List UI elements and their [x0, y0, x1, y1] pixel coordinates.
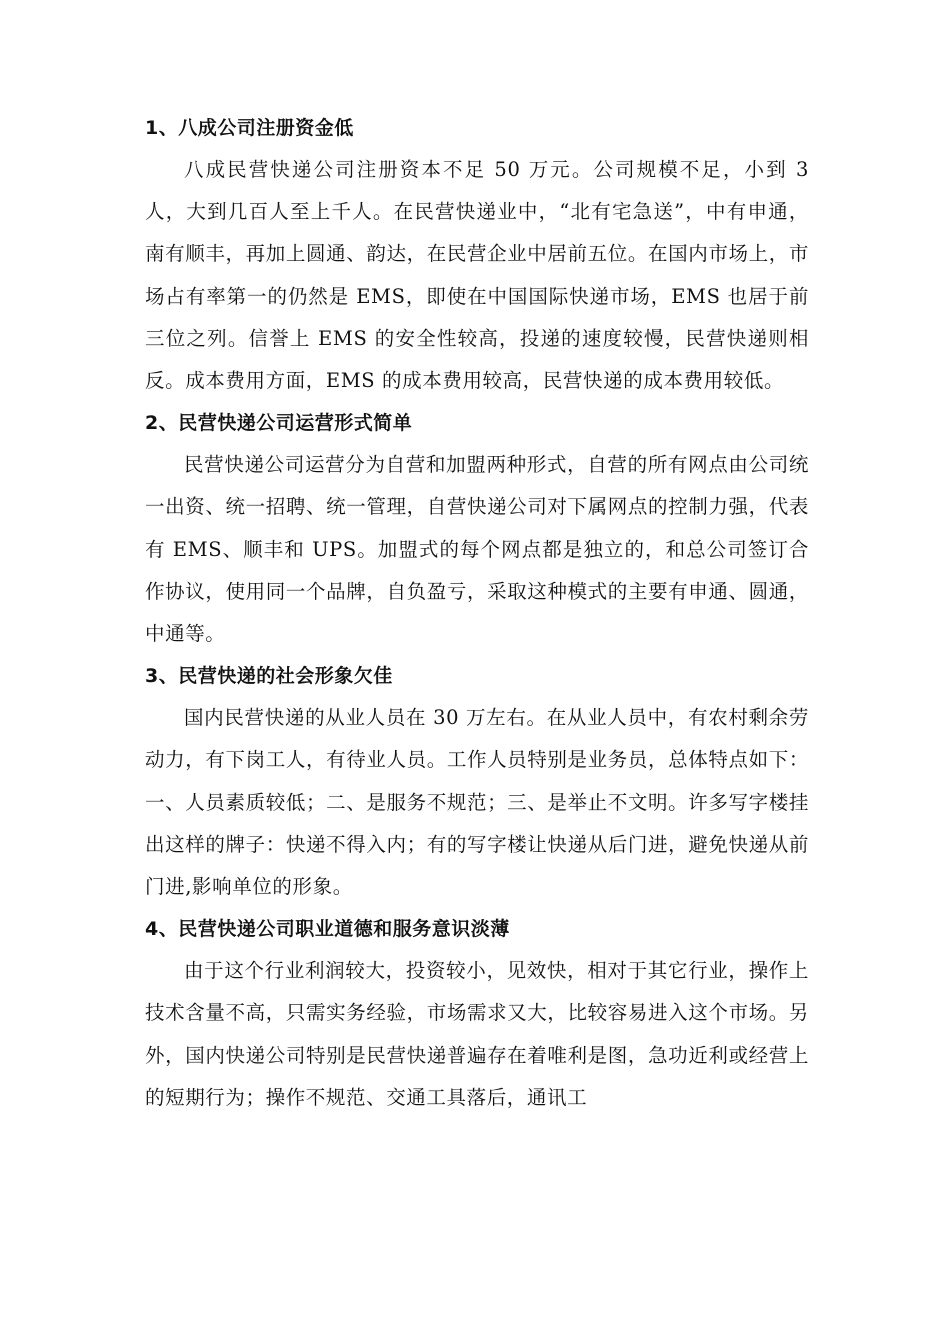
section-paragraph-4: 由于这个行业利润较大，投资较小，见效快，相对于其它行业，操作上技术含量不高，只需实务经验，市场需求又大，比较容易进入这个市场。另外，国内快递公司特别是民营快递普遍存在着唯利是图，急功近利或经营上的短期行为；操作不规范、交通工具落后，通讯工 [145, 959, 809, 1109]
section-paragraph-3: 国内民营快递的从业人员在 30 万左右。在从业人员中，有农村剩余劳动力，有下岗工人，有待业人员。工作人员特别是业务员，总体特点如下：一、人员素质较低；二、是服务不规范；三、是举止不文明。许多写字楼挂出这样的牌子：快递不得入内；有的写字楼让快递从后门进，避免快递从前门进,影响单位的形象。 [145, 706, 809, 899]
document-body [145, 107, 809, 1119]
section-paragraph-2: 民营快递公司运营分为自营和加盟两种形式，自营的所有网点由公司统一出资、统一招聘、统一管理，自营快递公司对下属网点的控制力强，代表有 EMS、顺丰和 UPS。加盟式的每个网点都是独立的，和总公司签订合作协议，使用同一个品牌，自负盈亏，采取这种模式的主要有申通、圆通，中通等。 [145, 453, 809, 646]
section-heading-4: 4、民营快递公司职业道德和服务意识淡薄 [145, 918, 510, 941]
section-heading-1: 1、八成公司注册资金低 [145, 117, 354, 139]
section-paragraph-1: 八成民营快递公司注册资本不足 50 万元。公司规模不足，小到 3 人，大到几百人至上千人。在民营快递业中，“北有宅急送”，中有申通，南有顺丰，再加上圆通、韵达，在民营企业中居前五位。在国内市场上，市场占有率第一的仍然是 EMS，即使在中国国际快递市场，EMS 也居于前三位之列。信誉上 EMS 的安全性较高，投递的速度较慢，民营快递则相反。成本费用方面，EMS 的成本费用较高，民营快递的成本费用较低。 [145, 158, 809, 393]
section-heading-3: 3、民营快递的社会形象欠佳 [145, 665, 393, 688]
section-heading-2: 2、民营快递公司运营形式简单 [145, 412, 413, 435]
